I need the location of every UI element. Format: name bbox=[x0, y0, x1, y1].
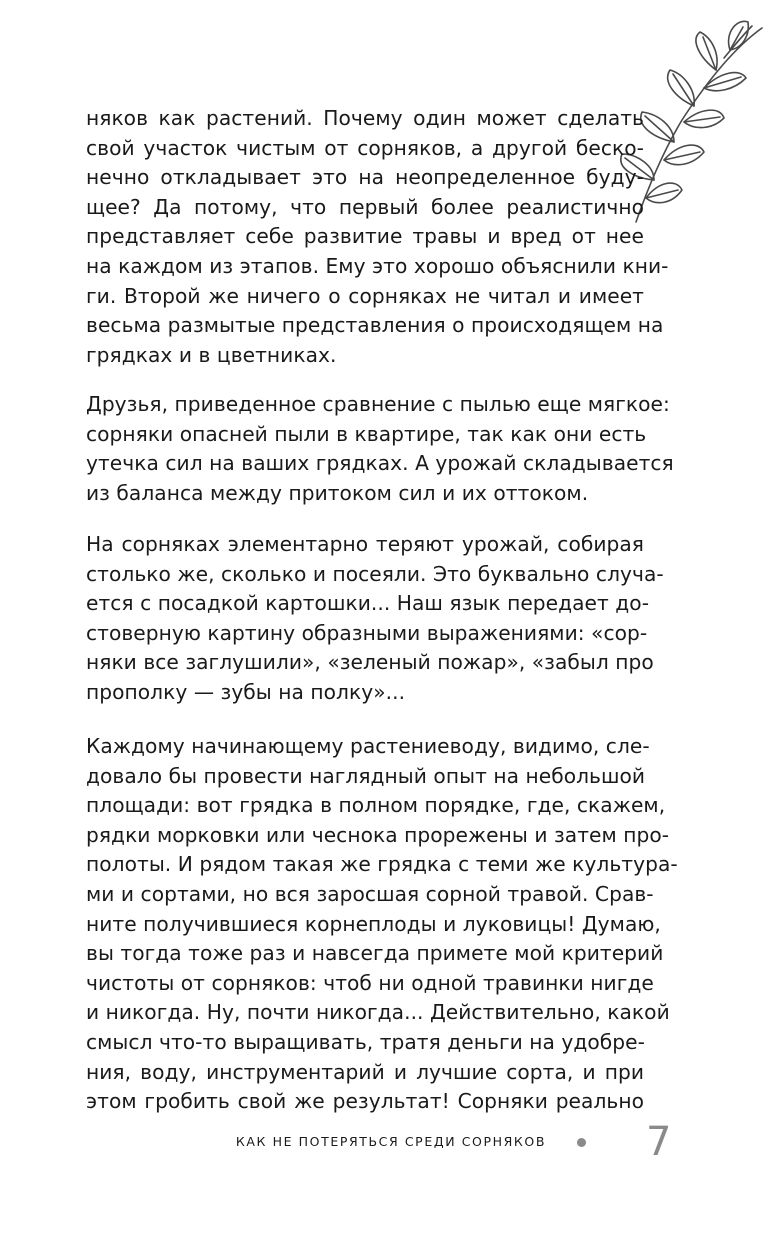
text-line: ните получившиеся корнеплоды и луковицы! Думаю, bbox=[86, 911, 661, 936]
paragraph-1 bbox=[86, 104, 669, 370]
page-footer bbox=[0, 1119, 768, 1172]
paragraph-4 bbox=[86, 732, 678, 1117]
text-line: ми и сортами, но вся заросшая сорной травой. Срав- bbox=[86, 881, 654, 906]
text-line: смысл что-то выращивать, тратя деньги на удобре- bbox=[86, 1029, 645, 1054]
text-line: няки все заглушили», «зеленый пожар», «забыл про bbox=[86, 650, 654, 675]
text-line: этом гробить свой же результат! Сорняки реально bbox=[86, 1089, 644, 1114]
text-line: щее? Да потому, что первый более реалистично bbox=[86, 194, 644, 219]
page-number: 7 bbox=[646, 1119, 672, 1165]
text-line: представляет себе развитие травы и вред от нее bbox=[86, 224, 644, 249]
text-line: полоты. И рядом такая же грядка с теми же культура- bbox=[86, 852, 678, 877]
text-line: сорняки опасней пыли в квартире, так как они есть bbox=[86, 421, 647, 446]
text-line: стоверную картину образными выражениями: «сор- bbox=[86, 620, 648, 645]
text-line: ги. Второй же ничего о сорняках не читал и имеет bbox=[86, 283, 644, 308]
paragraph-3 bbox=[86, 530, 664, 708]
text-line: вы тогда тоже раз и навсегда примете мой критерий bbox=[86, 941, 664, 966]
text-line: ется с посадкой картошки... Наш язык передает до- bbox=[86, 591, 650, 616]
text-line: из баланса между притоком сил и их оттоком. bbox=[86, 480, 589, 505]
text-line: утечка сил на ваших грядках. А урожай складывается bbox=[86, 451, 674, 476]
text-line: чистоты от сорняков: чтоб ни одной травинки нигде bbox=[86, 970, 654, 995]
text-line: довало бы провести наглядный опыт на небольшой bbox=[86, 763, 646, 788]
text-line: прополку — зубы на полку»... bbox=[86, 679, 406, 704]
text-line: нечно откладывает это на неопределенное буду- bbox=[86, 165, 644, 190]
text-line: ния, воду, инструментарий и лучшие сорта, и при bbox=[86, 1059, 644, 1084]
text-line: свой участок чистым от сорняков, а другой беско- bbox=[86, 135, 644, 160]
text-line: няков как растений. Почему один может сделать bbox=[86, 106, 644, 130]
text-line: грядках и в цветниках. bbox=[86, 342, 337, 367]
text-line: на каждом из этапов. Ему это хорошо объяснили кни- bbox=[86, 253, 669, 278]
text-line: весьма размытые представления о происходящем на bbox=[86, 313, 664, 338]
text-line: Друзья, приведенное сравнение с пылью еще мягкое: bbox=[86, 392, 670, 416]
text-line: На сорняках элементарно теряют урожай, собирая bbox=[86, 532, 644, 556]
text-line: площади: вот грядка в полном порядке, где, скажем, bbox=[86, 793, 666, 818]
running-title: КАК НЕ ПОТЕРЯТЬСЯ СРЕДИ СОРНЯКОВ bbox=[235, 1134, 546, 1149]
text-line: и никогда. Ну, почти никогда... Действительно, какой bbox=[86, 1000, 670, 1025]
paragraph-2 bbox=[86, 390, 674, 508]
text-line: рядки морковки или чеснока прорежены и затем про- bbox=[86, 822, 670, 847]
text-line: Каждому начинающему растениеводу, видимо, сле- bbox=[86, 734, 650, 758]
text-line: столько же, сколько и посеяли. Это буквально случа- bbox=[86, 561, 664, 586]
footer-dot-icon bbox=[577, 1138, 586, 1147]
